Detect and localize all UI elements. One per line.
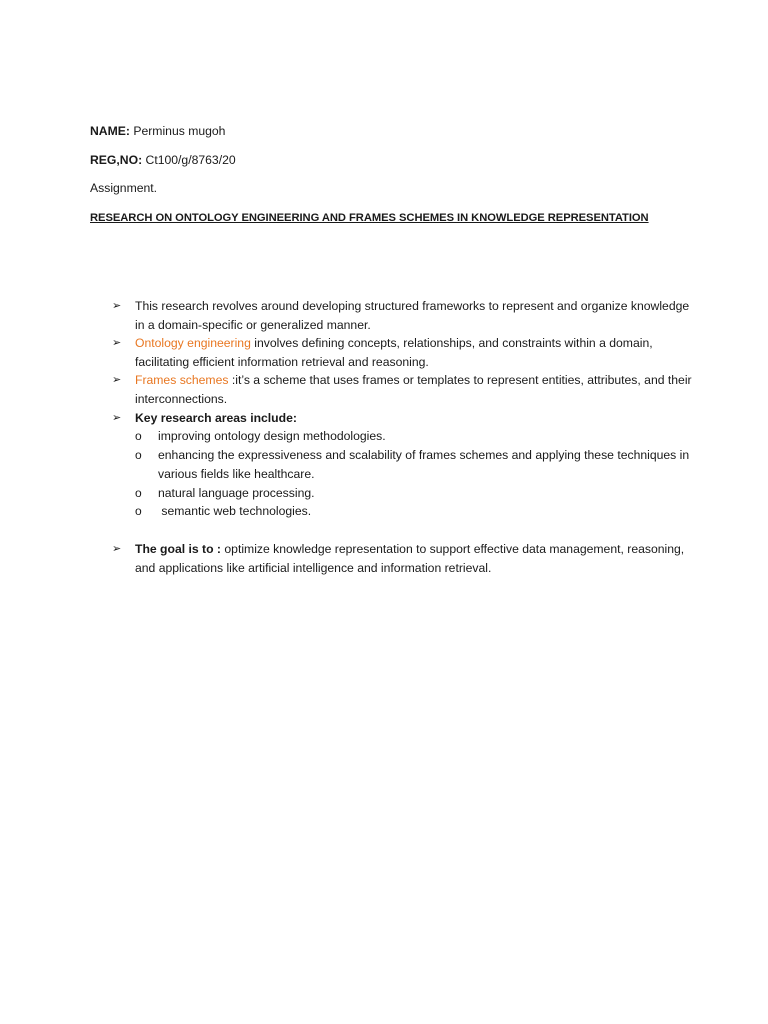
bullet-item-goal <box>112 540 692 577</box>
bullet-text: optimize knowledge representation to support effective data management, reasoning, and applications like artificial intelligence and information retrieval. <box>135 542 685 575</box>
reg-line <box>90 152 236 168</box>
assignment-line: Assignment. <box>90 181 158 195</box>
name-line <box>90 123 225 139</box>
bullet-list <box>112 297 692 577</box>
frames-schemes-term: Frames schemes <box>135 373 229 388</box>
arrow-bullet-icon: ➢ <box>112 374 122 387</box>
bullet-item-ontology <box>112 334 692 371</box>
name-value: Perminus mugoh <box>129 124 226 138</box>
document-title: RESEARCH ON ONTOLOGY ENGINEERING AND FRAMES SCHEMES IN KNOWLEDGE REPRESENTATION <box>90 212 649 224</box>
key-areas-heading: Key research areas include: <box>135 410 297 425</box>
bullet-item-frames <box>112 371 692 408</box>
sub-item-text: semantic web technologies. <box>158 504 312 519</box>
bullet-text: involves defining concepts, relationships, and constraints within a domain, facilitating efficient information retrieval and reasoning. <box>135 336 653 369</box>
bullet-text: This research revolves around developing structured frameworks to represent and organize knowledge in a domain-specific or generalized manner. <box>135 299 690 332</box>
sub-list-item <box>112 502 692 521</box>
sub-list-item <box>112 427 692 446</box>
sub-item-text: enhancing the expressiveness and scalability of frames schemes and applying these techniques in various fields like healthcare. <box>158 447 690 481</box>
bullet-item-research <box>112 297 692 334</box>
circle-bullet-icon: o <box>135 485 142 500</box>
circle-bullet-icon: o <box>135 429 142 444</box>
ontology-engineering-term: Ontology engineering <box>135 336 251 351</box>
arrow-bullet-icon: ➢ <box>112 300 122 312</box>
arrow-bullet-icon: ➢ <box>112 337 122 350</box>
reg-label: REG,NO: <box>90 153 143 167</box>
arrow-bullet-icon: ➢ <box>112 411 122 424</box>
spacer <box>112 521 692 540</box>
goal-label: The goal is to : <box>135 542 221 557</box>
bullet-item-key-areas <box>112 409 692 428</box>
sub-item-text: improving ontology design methodologies. <box>158 429 386 444</box>
bullet-text: :it’s a scheme that uses frames or templates to represent entities, attributes, and their interconnections. <box>135 373 692 406</box>
circle-bullet-icon: o <box>135 504 142 519</box>
arrow-bullet-icon: ➢ <box>112 543 122 556</box>
sub-list-item <box>112 484 692 503</box>
sub-list-item <box>112 446 692 484</box>
sub-item-text: natural language processing. <box>158 485 315 500</box>
name-label: NAME: <box>90 124 130 138</box>
reg-value: Ct100/g/8763/20 <box>142 153 236 167</box>
circle-bullet-icon: o <box>135 447 142 462</box>
sub-list <box>112 427 692 521</box>
